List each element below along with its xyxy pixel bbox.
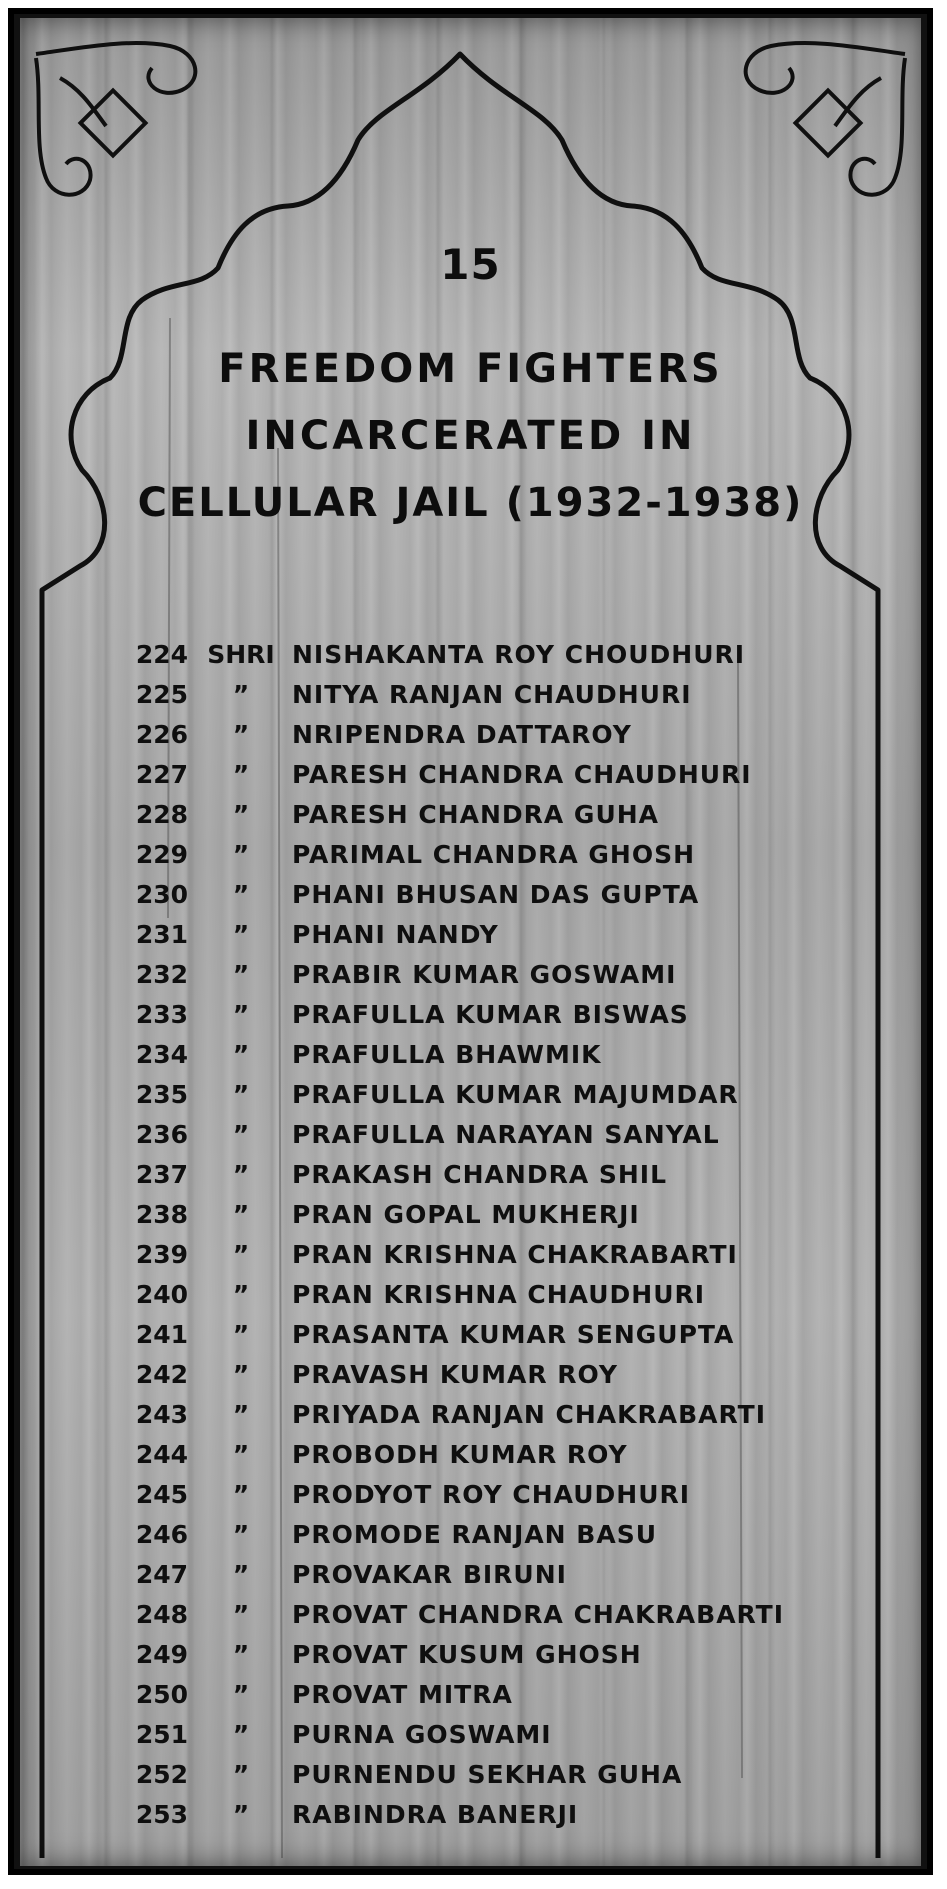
entry-title: ” xyxy=(232,1680,250,1709)
entry-number: 224 xyxy=(135,640,188,669)
entry-number: 232 xyxy=(135,960,188,989)
entry-name: NRIPENDRA DATTAROY xyxy=(292,720,632,749)
entry-number: 233 xyxy=(135,1000,188,1029)
roster-row xyxy=(20,996,921,1036)
roster-row xyxy=(20,1436,921,1476)
entry-number: 246 xyxy=(135,1520,188,1549)
roster-row xyxy=(20,1596,921,1636)
roster-row xyxy=(20,1076,921,1116)
roster-row xyxy=(20,1356,921,1396)
entry-number: 244 xyxy=(135,1440,188,1469)
roster-row xyxy=(20,1556,921,1596)
entry-title: ” xyxy=(232,1040,250,1069)
entry-number: 252 xyxy=(135,1760,188,1789)
roster-row xyxy=(20,1796,921,1836)
entry-number: 249 xyxy=(135,1640,188,1669)
entry-number: 231 xyxy=(135,920,188,949)
entry-number: 239 xyxy=(135,1240,188,1269)
roster-row xyxy=(20,1276,921,1316)
roster-row xyxy=(20,956,921,996)
entry-number: 247 xyxy=(135,1560,188,1589)
entry-title: ” xyxy=(232,840,250,869)
entry-number: 235 xyxy=(135,1080,188,1109)
entry-number: 253 xyxy=(135,1800,188,1829)
entry-name: PRIYADA RANJAN CHAKRABARTI xyxy=(292,1400,767,1429)
entry-name: PRAFULLA KUMAR BISWAS xyxy=(292,1000,689,1029)
roster-row xyxy=(20,1756,921,1796)
entry-title: ” xyxy=(232,1520,250,1549)
entry-title: ” xyxy=(232,1600,250,1629)
roster-row xyxy=(20,876,921,916)
entry-name: PARESH CHANDRA CHAUDHURI xyxy=(292,760,752,789)
entry-name: PRODYOT ROY CHAUDHURI xyxy=(292,1480,691,1509)
entry-number: 251 xyxy=(135,1720,188,1749)
entry-title: ” xyxy=(232,1120,250,1149)
entry-title: ” xyxy=(232,1760,250,1789)
entry-name: PRAN KRISHNA CHAKRABARTI xyxy=(292,1240,738,1269)
entry-name: PROVAT CHANDRA CHAKRABARTI xyxy=(292,1600,785,1629)
heading-line-1: FREEDOM FIGHTERS xyxy=(218,346,723,392)
entry-title: ” xyxy=(232,1320,250,1349)
entry-title: ” xyxy=(232,1480,250,1509)
roster-row xyxy=(20,916,921,956)
entry-number: 248 xyxy=(135,1600,188,1629)
heading-line-3: CELLULAR JAIL (1932-1938) xyxy=(137,480,804,526)
roster-row xyxy=(20,836,921,876)
entry-number: 225 xyxy=(135,680,188,709)
entry-title: ” xyxy=(232,1640,250,1669)
entry-name: PROVAT KUSUM GHOSH xyxy=(292,1640,642,1669)
entry-number: 250 xyxy=(135,1680,188,1709)
entry-title: ” xyxy=(232,680,250,709)
heading-line-2: INCARCERATED IN xyxy=(245,413,696,459)
entry-number: 229 xyxy=(135,840,188,869)
roster-row xyxy=(20,1036,921,1076)
roster-row xyxy=(20,1716,921,1756)
entry-title: SHRI xyxy=(207,640,275,669)
entry-name: NISHAKANTA ROY CHOUDHURI xyxy=(292,640,746,669)
entry-name: PARIMAL CHANDRA GHOSH xyxy=(292,840,696,869)
entry-name: PARESH CHANDRA GUHA xyxy=(292,800,660,829)
roster-row xyxy=(20,1316,921,1356)
entry-title: ” xyxy=(232,760,250,789)
entry-name: PRABIR KUMAR GOSWAMI xyxy=(292,960,677,989)
entry-number: 238 xyxy=(135,1200,188,1229)
entry-name: PURNENDU SEKHAR GUHA xyxy=(292,1760,683,1789)
entry-number: 230 xyxy=(135,880,188,909)
marble-plaque xyxy=(20,18,921,1866)
entry-number: 242 xyxy=(135,1360,188,1389)
roster-row xyxy=(20,1676,921,1716)
entry-number: 236 xyxy=(135,1120,188,1149)
roster-row xyxy=(20,1476,921,1516)
entry-number: 245 xyxy=(135,1480,188,1509)
entry-name: PRAFULLA KUMAR MAJUMDAR xyxy=(292,1080,739,1109)
entry-title: ” xyxy=(232,800,250,829)
entry-title: ” xyxy=(232,1360,250,1389)
roster-row xyxy=(20,1516,921,1556)
entry-name: PRAFULLA NARAYAN SANYAL xyxy=(292,1120,720,1149)
entry-name: PHANI NANDY xyxy=(292,920,499,949)
entry-title: ” xyxy=(232,880,250,909)
entry-name: PHANI BHUSAN DAS GUPTA xyxy=(292,880,700,909)
entry-title: ” xyxy=(232,1160,250,1189)
roster-row xyxy=(20,1396,921,1436)
entry-name: PRAN KRISHNA CHAUDHURI xyxy=(292,1280,706,1309)
entry-name: PRASANTA KUMAR SENGUPTA xyxy=(292,1320,735,1349)
entry-number: 237 xyxy=(135,1160,188,1189)
roster-row xyxy=(20,1236,921,1276)
entry-number: 243 xyxy=(135,1400,188,1429)
corner-scroll-left xyxy=(36,43,195,195)
entry-name: RABINDRA BANERJI xyxy=(292,1800,579,1829)
roster-row xyxy=(20,1116,921,1156)
entry-number: 241 xyxy=(135,1320,188,1349)
roster-row xyxy=(20,676,921,716)
entry-name: PRAKASH CHANDRA SHIL xyxy=(292,1160,668,1189)
entry-title: ” xyxy=(232,1800,250,1829)
roster-row xyxy=(20,756,921,796)
roster-row xyxy=(20,1156,921,1196)
entry-title: ” xyxy=(232,920,250,949)
entry-number: 226 xyxy=(135,720,188,749)
plaque-number: 15 xyxy=(440,240,501,289)
entry-name: PRAVASH KUMAR ROY xyxy=(292,1360,618,1389)
photo-frame xyxy=(8,8,933,1875)
entry-number: 228 xyxy=(135,800,188,829)
entry-name: NITYA RANJAN CHAUDHURI xyxy=(292,680,692,709)
entry-name: PROVAKAR BIRUNI xyxy=(292,1560,567,1589)
corner-scroll-right xyxy=(746,43,905,195)
entry-title: ” xyxy=(232,1440,250,1469)
entry-title: ” xyxy=(232,1560,250,1589)
entry-title: ” xyxy=(232,1240,250,1269)
entry-name: PURNA GOSWAMI xyxy=(292,1720,552,1749)
entry-title: ” xyxy=(232,720,250,749)
entry-name: PRAN GOPAL MUKHERJI xyxy=(292,1200,640,1229)
roster-row xyxy=(20,716,921,756)
entry-title: ” xyxy=(232,1080,250,1109)
entry-title: ” xyxy=(232,1280,250,1309)
entry-name: PROVAT MITRA xyxy=(292,1680,513,1709)
entry-title: ” xyxy=(232,960,250,989)
roster-row xyxy=(20,796,921,836)
roster-row xyxy=(20,1196,921,1236)
entry-name: PRAFULLA BHAWMIK xyxy=(292,1040,602,1069)
entry-number: 227 xyxy=(135,760,188,789)
roster-list xyxy=(20,636,921,1836)
entry-title: ” xyxy=(232,1000,250,1029)
entry-title: ” xyxy=(232,1200,250,1229)
entry-name: PROBODH KUMAR ROY xyxy=(292,1440,628,1469)
entry-name: PROMODE RANJAN BASU xyxy=(292,1520,657,1549)
entry-number: 234 xyxy=(135,1040,188,1069)
entry-title: ” xyxy=(232,1400,250,1429)
roster-row xyxy=(20,636,921,676)
entry-number: 240 xyxy=(135,1280,188,1309)
entry-title: ” xyxy=(232,1720,250,1749)
roster-row xyxy=(20,1636,921,1676)
